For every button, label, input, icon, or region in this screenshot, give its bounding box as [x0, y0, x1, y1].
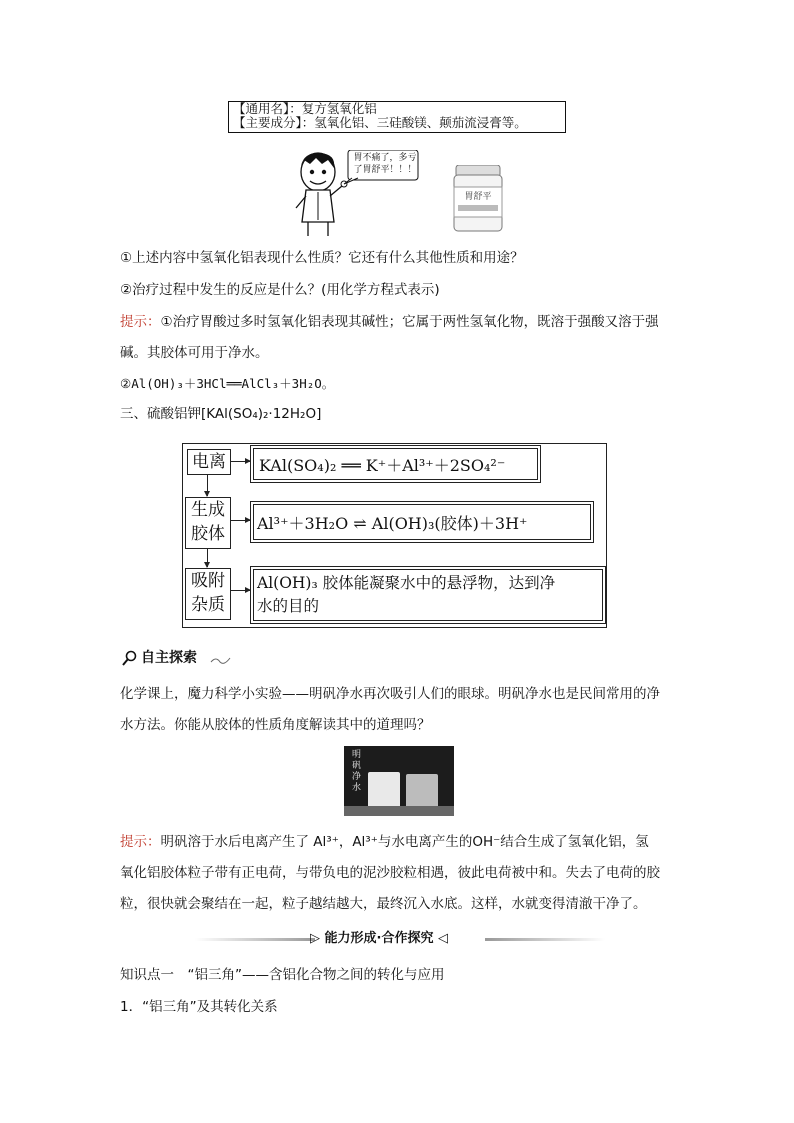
arrow-right-3 — [230, 590, 250, 591]
answer-1-line-2: 碱。其胶体可用于净水。 — [120, 345, 269, 361]
magnifier-icon — [121, 650, 137, 666]
flow-step-colloid — [185, 497, 231, 549]
answer-2-line-1 — [120, 831, 649, 853]
answer-2-text-1: 明矾溶于水后电离产生了 Al³⁺，Al³⁺与水电离产生的OH⁻结合生成了氢氧化铝，氢 — [160, 834, 649, 850]
drug-ingredients: 【主要成分】：氢氧化铝、三硅酸镁、颠茄流浸膏等。 — [233, 115, 527, 130]
question-2: ②治疗过程中发生的反应是什么？(用化学方程式表示) — [120, 282, 440, 298]
arrow-down-1 — [207, 474, 208, 496]
knowledge-item-1: 1．“铝三角”及其转化关系 — [120, 999, 278, 1015]
answer-1-equation: ②Al(OH)₃＋3HCl══AlCl₃＋3H₂O。 — [120, 376, 335, 391]
arrow-right-2 — [230, 520, 250, 521]
alum-water-photo — [344, 746, 454, 816]
equation-box-1 — [250, 445, 541, 483]
equation-ionization: KAl(SO₄)₂ ══ K⁺＋Al³⁺＋2SO₄²⁻ — [259, 456, 506, 475]
flow-step-colloid-line2: 胶体 — [191, 524, 225, 544]
speech-bubble-text: 胃不痛了，多亏了胃舒平！！！ — [353, 153, 417, 175]
bottle-label: 胃舒平 — [464, 192, 492, 202]
answer-1-line-1 — [120, 311, 659, 333]
section-banner-text: ▷ 能力形成·合作探究 ◁ — [310, 931, 448, 946]
explore-title: 自主探索 — [141, 650, 197, 666]
equation-box-2 — [250, 501, 594, 543]
photo-label: 明矾净水 — [352, 750, 362, 793]
flow-step-adsorb-line2: 杂质 — [191, 595, 225, 615]
explore-text-2: 水方法。你能从胶体的性质角度解读其中的道理吗？ — [120, 717, 431, 733]
flow-step-adsorb — [185, 568, 231, 620]
explore-text-1: 化学课上，魔力科学小实验——明矾净水再次吸引人们的眼球。明矾净水也是民间常用的净 — [120, 686, 660, 702]
equation-hydrolysis: Al³⁺＋3H₂O ⇌ Al(OH)₃(胶体)＋3H⁺ — [257, 514, 528, 533]
section-3-title: 三、硫酸铝钾[KAl(SO₄)₂·12H₂O] — [120, 406, 322, 422]
question-1: ①上述内容中氢氧化铝表现什么性质？它还有什么其他性质和用途？ — [120, 250, 524, 266]
equation-box-3 — [250, 566, 606, 624]
arrow-down-2 — [207, 548, 208, 567]
adsorb-description-line1: Al(OH)₃ 胶体能凝聚水中的悬浮物，达到净 — [257, 574, 556, 592]
flow-step-adsorb-line1: 吸附 — [191, 571, 225, 591]
knowledge-title: 知识点一 “铝三角”——含铝化合物之间的转化与应用 — [120, 967, 445, 983]
decorative-swirl-icon — [210, 654, 232, 666]
hint-label-2: 提示： — [120, 834, 161, 850]
answer-2-line-3: 粒，很快就会聚结在一起，粒子越结越大，最终沉入水底。这样，水就变得清澈干净了。 — [120, 896, 647, 912]
arrow-right-1 — [230, 461, 250, 462]
flow-step-colloid-line1: 生成 — [191, 500, 225, 520]
hint-label: 提示： — [120, 314, 161, 330]
flow-step-ionization: 电离 — [187, 449, 231, 475]
adsorb-description-line2: 水的目的 — [257, 597, 320, 615]
cloudy-beaker — [368, 772, 400, 810]
drug-label-box — [228, 101, 566, 133]
answer-1-text-1: ①治疗胃酸过多时氢氧化铝表现其碱性；它属于两性氢氧化物，既溶于强酸又溶于强 — [160, 314, 659, 330]
answer-2-line-2: 氧化铝胶体粒子带有正电荷，与带负电的泥沙胶粒相遇，彼此电荷被中和。失去了电荷的胶 — [120, 865, 660, 881]
drug-common-name: 【通用名】：复方氢氧化铝 — [233, 101, 377, 116]
clear-beaker — [406, 774, 438, 810]
